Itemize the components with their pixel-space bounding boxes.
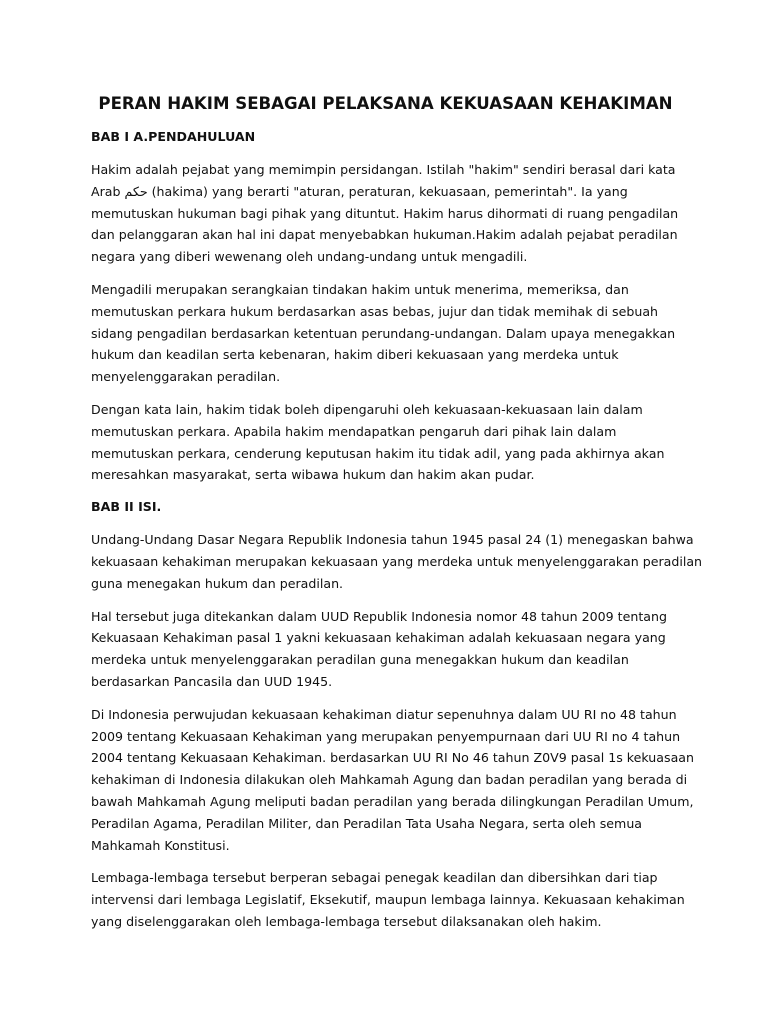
section-body-isi bbox=[91, 529, 703, 933]
section-body-pendahuluan bbox=[91, 159, 680, 486]
section-heading-isi: BAB II ISI. bbox=[91, 499, 162, 515]
paragraph bbox=[91, 704, 694, 857]
text-line: bawah Mahkamah Agung meliputi badan peradilan yang berada dilingkungan Peradilan Umum, bbox=[91, 793, 694, 809]
text-line: Hakim adalah pejabat yang memimpin persidangan. Istilah "hakim" sendiri berasal dari kata bbox=[91, 162, 676, 177]
paragraph bbox=[91, 399, 680, 486]
text-line: Hal tersebut juga ditekankan dalam UUD Republik Indonesia nomor 48 tahun 2009 tentang bbox=[91, 608, 667, 624]
text-line: negara yang diberi wewenang oleh undang-undang untuk mengadili. bbox=[91, 249, 528, 265]
text-line: Di Indonesia perwujudan kekuasaan kehakiman diatur sepenuhnya dalam UU RI no 48 tahun bbox=[91, 706, 677, 722]
text-line: Mengadili merupakan serangkaian tindakan hakim untuk menerima, memeriksa, dan bbox=[91, 281, 629, 297]
text-line: Undang-Undang Dasar Negara Republik Indonesia tahun 1945 pasal 24 (1) menegaskan bahwa bbox=[91, 532, 694, 548]
text-line: memutuskan perkara. Apabila hakim mendapatkan pengaruh dari pihak lain dalam bbox=[91, 423, 617, 439]
text-line: Dengan kata lain, hakim tidak boleh dipengaruhi oleh kekuasaan-kekuasaan lain dalam bbox=[91, 401, 643, 417]
paragraph bbox=[91, 529, 703, 594]
text-line: hukum dan keadilan serta kebenaran, hakim diberi kekuasaan yang merdeka untuk bbox=[91, 347, 619, 363]
document-title: PERAN HAKIM SEBAGAI PELAKSANA KEKUASAAN KEHAKIMAN bbox=[98, 94, 673, 113]
section-heading-pendahuluan: BAB I A.PENDAHULUAN bbox=[91, 129, 256, 144]
text-line: memutuskan perkara hukum berdasarkan asas bebas, jujur dan tidak memihak di sebuah bbox=[91, 303, 659, 319]
text-line: kekuasaan kehakiman merupakan kekuasaan yang merdeka untuk menyelenggarakan peradilan bbox=[91, 553, 703, 569]
text-line: yang diselenggarakan oleh lembaga-lembaga tersebut dilaksanakan oleh hakim. bbox=[91, 913, 602, 929]
paragraph bbox=[91, 279, 680, 388]
text-line: menyelenggarakan peradilan. bbox=[91, 369, 281, 385]
text-line: memutuskan hukuman bagi pihak yang dituntut. Hakim harus dihormati di ruang pengadilan bbox=[91, 205, 679, 221]
text-line: guna menegakan hukum dan peradilan. bbox=[91, 575, 344, 591]
paragraph bbox=[91, 606, 680, 693]
text-line: kehakiman di Indonesia dilakukan oleh Mahkamah Agung dan badan peradilan yang berada di bbox=[91, 772, 688, 788]
text-line: meresahkan masyarakat, serta wibawa hukum dan hakim akan pudar. bbox=[91, 467, 535, 483]
text-line: sidang pengadilan berdasarkan ketentuan perundang-undangan. Dalam upaya menegakkan bbox=[91, 325, 676, 341]
text-line: Peradilan Agama, Peradilan Militer, dan Peradilan Tata Usaha Negara, serta oleh semua bbox=[91, 815, 643, 831]
text-line: Mahkamah Konstitusi. bbox=[91, 837, 230, 853]
text-line: Arab حكم (hakima) yang berarti "aturan, peraturan, kekuasaan, pemerintah". Ia yang bbox=[91, 183, 628, 199]
text-line: merdeka untuk menyelenggarakan peradilan guna menegakkan hukum dan keadilan bbox=[91, 652, 629, 668]
paragraph bbox=[91, 159, 680, 268]
text-line: 2009 tentang Kekuasaan Kehakiman yang merupakan penyempurnaan dari UU RI no 4 tahun bbox=[91, 728, 681, 744]
text-line: memutuskan perkara, cenderung keputusan hakim itu tidak adil, yang pada akhirnya akan bbox=[91, 445, 665, 461]
text-line: intervensi dari lembaga Legislatif, Eksekutif, maupun lembaga lainnya. Kekuasaan kehakiman bbox=[91, 892, 685, 908]
text-line: Lembaga-lembaga tersebut berperan sebagai penegak keadilan dan dibersihkan dari tiap bbox=[91, 870, 658, 886]
text-line: Kekuasaan Kehakiman pasal 1 yakni kekuasaan kehakiman adalah kekuasaan negara yang bbox=[91, 630, 666, 646]
text-line: dan pelanggaran akan hal ini dapat menyebabkan hukuman.Hakim adalah pejabat peradilan bbox=[91, 227, 678, 243]
text-line: 2004 tentang Kekuasaan Kehakiman. berdasarkan UU RI No 46 tahun Z0V9 pasal 1s kekuasaan bbox=[91, 750, 694, 766]
text-line: berdasarkan Pancasila dan UUD 1945. bbox=[91, 673, 333, 689]
paragraph bbox=[91, 867, 685, 932]
